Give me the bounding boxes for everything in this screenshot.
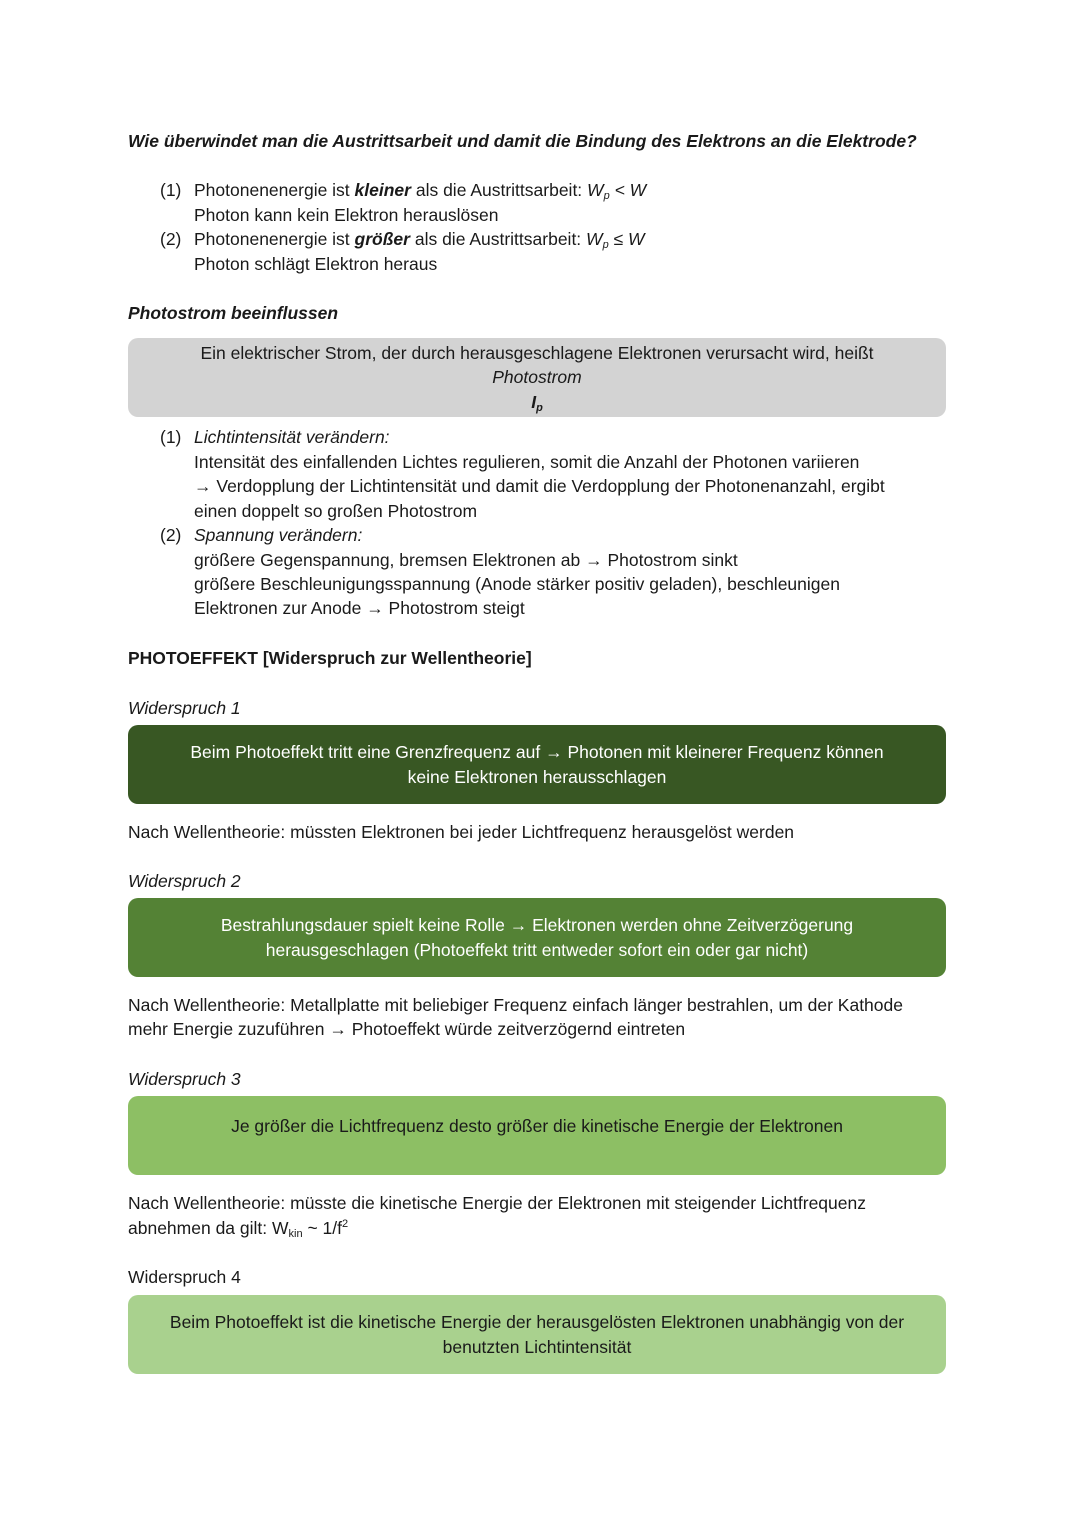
- text: Photostrom: [492, 367, 582, 388]
- emphasis: kleiner: [354, 180, 411, 200]
- contradiction-label: Widerspruch 1: [128, 698, 241, 718]
- list-number: (1): [160, 427, 182, 447]
- definition-text: Ein elektrischer Strom, der durch herausgeschlagene Elektronen verursacht wird, heißt: [200, 342, 874, 363]
- contradiction-label: Widerspruch 3: [128, 1069, 241, 1089]
- formula: W: [587, 180, 604, 200]
- box-line: herausgeschlagen (Photoeffekt tritt entweder sofort ein oder gar nicht): [265, 939, 809, 960]
- box-line: keine Elektronen herausschlagen: [407, 766, 667, 787]
- list-item-line: → Verdopplung der Lichtintensität und damit die Verdopplung der Photonenanzahl, ergibt: [194, 476, 885, 496]
- list-number: (2): [160, 229, 182, 249]
- list-number: (2): [160, 525, 182, 545]
- text: abnehmen da gilt: W: [128, 1218, 289, 1238]
- contradiction-label: Widerspruch 4: [128, 1267, 241, 1287]
- list-item-line: Photon schlägt Elektron heraus: [194, 254, 438, 274]
- formula-sub: p: [603, 190, 610, 202]
- text: als die Austrittsarbeit:: [409, 229, 587, 249]
- section2-heading: Photostrom beeinflussen: [128, 303, 339, 323]
- text: als die Austrittsarbeit:: [410, 180, 588, 200]
- formula-sub: kin: [288, 1228, 303, 1240]
- wave-theory-note: Nach Wellentheorie: Metallplatte mit beliebiger Frequenz einfach länger bestrahlen, um der Kathode: [128, 995, 903, 1015]
- box-line: benutzten Lichtintensität: [442, 1336, 632, 1357]
- wave-theory-note-formula: [128, 1216, 348, 1241]
- contradiction-label: Widerspruch 2: [128, 871, 241, 891]
- symbol-sub: p: [536, 401, 543, 414]
- wave-theory-note: Nach Wellentheorie: müsste die kinetische Energie der Elektronen mit steigender Lichtfrequenz: [128, 1193, 866, 1213]
- list-item: [194, 227, 645, 252]
- list-item-line: einen doppelt so großen Photostrom: [194, 501, 478, 521]
- list-item: [194, 178, 646, 203]
- text: ~ 1/f: [302, 1218, 342, 1238]
- list-item-title: Spannung verändern:: [194, 525, 363, 545]
- wave-theory-note: Nach Wellentheorie: müssten Elektronen bei jeder Lichtfrequenz herausgelöst werden: [128, 822, 795, 842]
- definition-term: [492, 365, 581, 414]
- box-line: Beim Photoeffekt ist die kinetische Energie der herausgelösten Elektronen unabhängig von der: [169, 1312, 905, 1332]
- symbol: I: [531, 391, 537, 412]
- list-item-line: Intensität des einfallenden Lichtes regulieren, somit die Anzahl der Photonen variieren: [194, 452, 860, 472]
- list-item-line: größere Beschleunigungsspannung (Anode stärker positiv geladen), beschleunigen: [194, 574, 840, 594]
- formula: ≤ W: [608, 229, 645, 249]
- box-line: Bestrahlungsdauer spielt keine Rolle → Elektronen werden ohne Zeitverzögerung: [220, 915, 854, 935]
- formula-sup: 2: [341, 1218, 349, 1231]
- wave-theory-note: mehr Energie zuzuführen → Photoeffekt würde zeitverzögernd eintreten: [128, 1019, 686, 1039]
- formula: < W: [609, 180, 647, 200]
- contradiction-box: [128, 1295, 946, 1374]
- list-item-line: Photon kann kein Elektron herauslösen: [194, 205, 499, 225]
- formula: W: [586, 229, 603, 249]
- definition-box: [128, 338, 946, 417]
- text: Photonenenergie ist: [194, 180, 355, 200]
- section1-heading: Wie überwindet man die Austrittsarbeit und damit die Bindung des Elektrons an die Elektrode?: [128, 131, 917, 151]
- section3-heading: PHOTOEFFEKT [Widerspruch zur Wellentheorie]: [128, 648, 532, 668]
- list-item-line: Elektronen zur Anode → Photostrom steigt: [194, 598, 525, 618]
- list-number: (1): [160, 180, 182, 200]
- emphasis: größer: [354, 229, 410, 249]
- box-line: Beim Photoeffekt tritt eine Grenzfrequenz auf → Photonen mit kleinerer Frequenz können: [190, 742, 884, 762]
- text: Photonenenergie ist: [194, 229, 355, 249]
- contradiction-box: [128, 898, 946, 977]
- contradiction-box: [128, 725, 946, 804]
- box-line: Je größer die Lichtfrequenz desto größer die kinetische Energie der Elektronen: [231, 1116, 843, 1137]
- formula-sub: p: [602, 239, 609, 251]
- list-item-line: größere Gegenspannung, bremsen Elektronen ab → Photostrom sinkt: [194, 550, 738, 570]
- list-item-title: Lichtintensität verändern:: [194, 427, 390, 447]
- contradiction-box: [128, 1096, 946, 1175]
